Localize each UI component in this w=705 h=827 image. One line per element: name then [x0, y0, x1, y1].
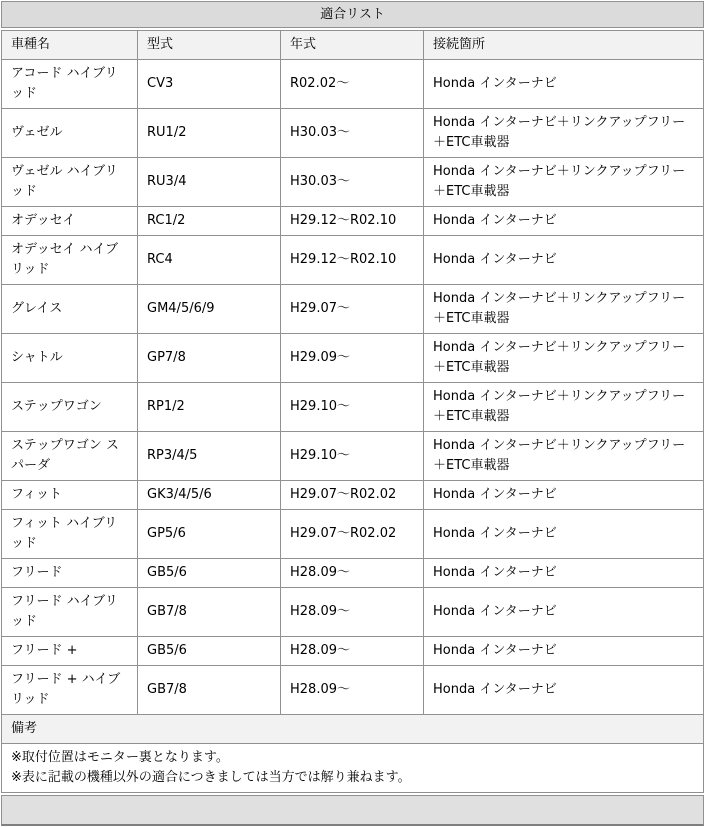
- cell-year-range: H29.07～R02.02: [281, 510, 424, 559]
- column-header-vehicle: 車種名: [2, 31, 138, 60]
- cell-vehicle-name: オデッセイ: [2, 207, 138, 236]
- cell-year-range: H29.07～: [281, 285, 424, 334]
- cell-year-range: H29.10～: [281, 432, 424, 481]
- column-header-model: 型式: [138, 31, 281, 60]
- footer-bar: [1, 795, 704, 826]
- cell-connection-point: Honda インターナビ: [424, 481, 704, 510]
- cell-year-range: R02.02～: [281, 60, 424, 109]
- cell-connection-point: Honda インターナビ: [424, 588, 704, 637]
- cell-vehicle-name: フィット ハイブリッド: [2, 510, 138, 559]
- table-row: [2, 559, 704, 588]
- cell-model-code: GB7/8: [138, 666, 281, 715]
- cell-year-range: H30.03～: [281, 109, 424, 158]
- cell-model-code: CV3: [138, 60, 281, 109]
- table-row: [2, 432, 704, 481]
- cell-vehicle-name: フリード +: [2, 637, 138, 666]
- cell-vehicle-name: ステップワゴン: [2, 383, 138, 432]
- cell-vehicle-name: フィット: [2, 481, 138, 510]
- column-header-connection: 接続箇所: [424, 31, 704, 60]
- cell-vehicle-name: グレイス: [2, 285, 138, 334]
- cell-model-code: RC1/2: [138, 207, 281, 236]
- remarks-body: [2, 744, 704, 793]
- cell-model-code: GK3/4/5/6: [138, 481, 281, 510]
- cell-connection-point: Honda インターナビ: [424, 637, 704, 666]
- cell-model-code: GB7/8: [138, 588, 281, 637]
- cell-year-range: H29.07～R02.02: [281, 481, 424, 510]
- cell-connection-point: Honda インターナビ: [424, 666, 704, 715]
- remark-line-1: ※取付位置はモニター裏となります。: [11, 750, 229, 765]
- compatibility-table: [1, 30, 704, 793]
- table-row: [2, 637, 704, 666]
- cell-connection-point: Honda インターナビ: [424, 207, 704, 236]
- cell-connection-point: Honda インターナビ＋リンクアップフリー＋ETC車載器: [424, 334, 704, 383]
- cell-year-range: H28.09～: [281, 637, 424, 666]
- cell-connection-point: Honda インターナビ＋リンクアップフリー＋ETC車載器: [424, 109, 704, 158]
- remarks-header-row: [2, 715, 704, 744]
- cell-year-range: H29.10～: [281, 383, 424, 432]
- cell-connection-point: Honda インターナビ: [424, 510, 704, 559]
- cell-vehicle-name: シャトル: [2, 334, 138, 383]
- table-row: [2, 109, 704, 158]
- table-row: [2, 588, 704, 637]
- cell-model-code: RC4: [138, 236, 281, 285]
- table-row: [2, 383, 704, 432]
- cell-year-range: H29.12～R02.10: [281, 236, 424, 285]
- column-header-year: 年式: [281, 31, 424, 60]
- cell-year-range: H29.12～R02.10: [281, 207, 424, 236]
- title-bar: [1, 1, 704, 28]
- column-header-row: [2, 31, 704, 60]
- table-row: [2, 207, 704, 236]
- table-row: [2, 481, 704, 510]
- cell-year-range: H29.09～: [281, 334, 424, 383]
- table-body: [2, 60, 704, 793]
- cell-connection-point: Honda インターナビ: [424, 60, 704, 109]
- cell-vehicle-name: ヴェゼル: [2, 109, 138, 158]
- remarks-header: 備考: [2, 715, 704, 744]
- table-row: [2, 334, 704, 383]
- table-row: [2, 510, 704, 559]
- cell-connection-point: Honda インターナビ＋リンクアップフリー＋ETC車載器: [424, 285, 704, 334]
- cell-model-code: RU3/4: [138, 158, 281, 207]
- cell-connection-point: Honda インターナビ＋リンクアップフリー＋ETC車載器: [424, 158, 704, 207]
- cell-model-code: RP3/4/5: [138, 432, 281, 481]
- cell-year-range: H30.03～: [281, 158, 424, 207]
- page-title: 適合リスト: [320, 7, 385, 22]
- cell-connection-point: Honda インターナビ: [424, 559, 704, 588]
- table-row: [2, 158, 704, 207]
- table-row: [2, 285, 704, 334]
- cell-vehicle-name: フリード: [2, 559, 138, 588]
- cell-vehicle-name: フリード + ハイブリッド: [2, 666, 138, 715]
- cell-connection-point: Honda インターナビ: [424, 236, 704, 285]
- table-row: [2, 236, 704, 285]
- cell-year-range: H28.09～: [281, 588, 424, 637]
- cell-model-code: GB5/6: [138, 637, 281, 666]
- cell-model-code: GB5/6: [138, 559, 281, 588]
- cell-model-code: GM4/5/6/9: [138, 285, 281, 334]
- cell-connection-point: Honda インターナビ＋リンクアップフリー＋ETC車載器: [424, 383, 704, 432]
- table-row: [2, 666, 704, 715]
- cell-vehicle-name: ステップワゴン スパーダ: [2, 432, 138, 481]
- remark-line-2: ※表に記載の機種以外の適合につきましては当方では解り兼ねます。: [11, 770, 411, 785]
- compatibility-list-page: [1, 1, 704, 826]
- remarks-body-row: [2, 744, 704, 793]
- cell-year-range: H28.09～: [281, 559, 424, 588]
- cell-vehicle-name: オデッセイ ハイブリッド: [2, 236, 138, 285]
- cell-model-code: RU1/2: [138, 109, 281, 158]
- cell-vehicle-name: アコード ハイブリッド: [2, 60, 138, 109]
- cell-vehicle-name: フリード ハイブリッド: [2, 588, 138, 637]
- cell-year-range: H28.09～: [281, 666, 424, 715]
- table-row: [2, 60, 704, 109]
- cell-vehicle-name: ヴェゼル ハイブリッド: [2, 158, 138, 207]
- cell-model-code: RP1/2: [138, 383, 281, 432]
- cell-connection-point: Honda インターナビ＋リンクアップフリー＋ETC車載器: [424, 432, 704, 481]
- cell-model-code: GP7/8: [138, 334, 281, 383]
- cell-model-code: GP5/6: [138, 510, 281, 559]
